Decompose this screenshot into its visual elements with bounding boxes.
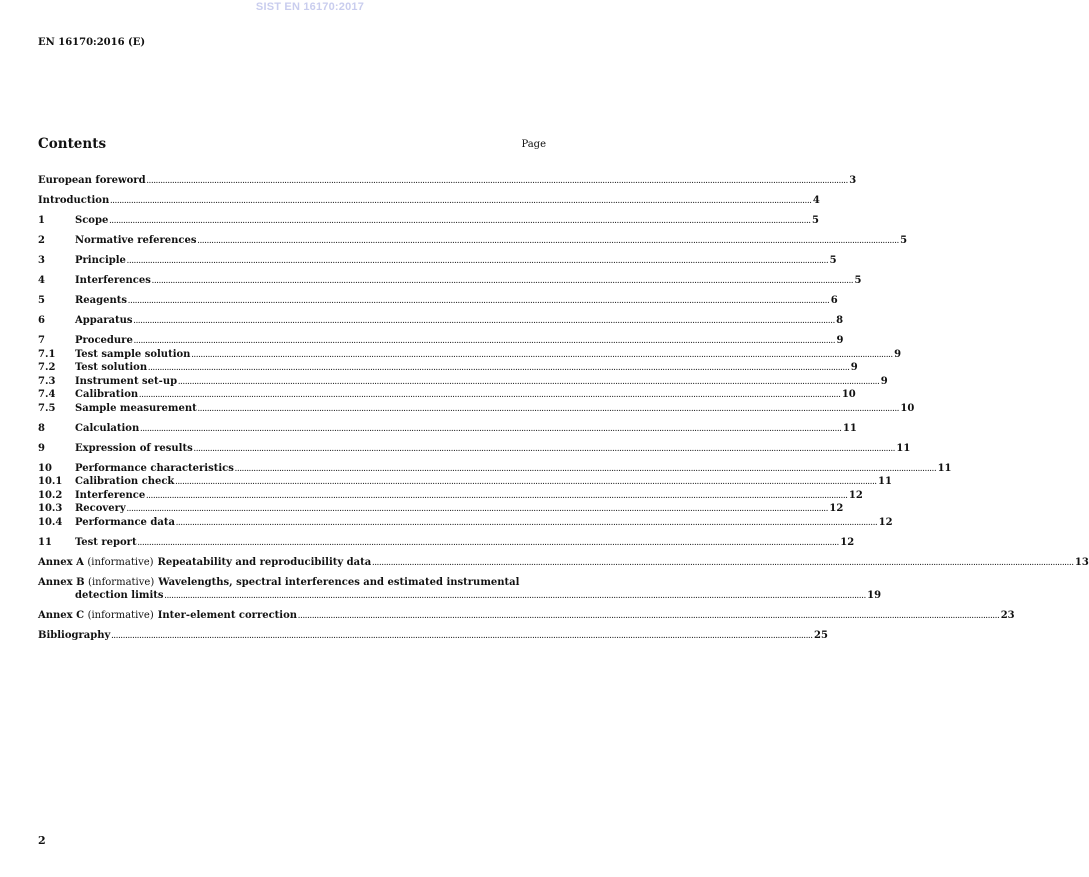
toc-page: 6 (830, 295, 838, 306)
toc-title: Instrument set-up (75, 375, 178, 387)
leader-dots: ............................................................................................................................................................................................................................................................................................................ (126, 258, 829, 265)
toc-entry-3[interactable] (38, 254, 837, 268)
leader-dots: ............................................................................................................................................................................................................................................................................................................ (146, 178, 849, 185)
toc-page: 11 (896, 442, 911, 454)
toc-title: Test sample solution (75, 348, 191, 360)
leader-dots: ............................................................................................................................................................................................................................................................................................................ (139, 392, 841, 399)
toc-page: 9 (880, 375, 888, 387)
leader-dots: ............................................................................................................................................................................................................................................................................................................ (197, 405, 900, 413)
toc-page: 5 (829, 255, 837, 266)
toc-title: Principle (75, 255, 126, 266)
leader-dots: ............................................................................................................................................................................................................................................................................................................ (193, 445, 896, 453)
annex-informative: (informative) (87, 556, 154, 568)
toc-number: 11 (38, 536, 52, 548)
toc-entry-annex-c[interactable] (38, 609, 1015, 623)
leader-dots: ............................................................................................................................................................................................................................................................................................................ (175, 479, 878, 486)
leader-dots: ............................................................................................................................................................................................................................................................................................................ (110, 198, 812, 205)
toc-number: 8 (38, 422, 45, 434)
leader-dots: ............................................................................................................................................................................................................................................................................................................ (298, 613, 1000, 620)
annex-label (38, 576, 154, 590)
toc-entry-10-4[interactable] (38, 516, 893, 530)
annex-informative: (informative) (87, 610, 154, 621)
leader-dots: ............................................................................................................................................................................................................................................................................................................ (164, 593, 867, 600)
toc-title: Performance characteristics (75, 462, 234, 474)
toc-title: Introduction (38, 195, 110, 206)
annex-informative: (informative) (88, 576, 155, 588)
toc-entry-7-2[interactable] (38, 361, 858, 375)
toc-page: 3 (849, 175, 857, 186)
toc-title: Sample measurement (75, 402, 197, 414)
toc-page: 11 (937, 462, 952, 474)
leader-dots: ............................................................................................................................................................................................................................................................................................................ (372, 559, 1074, 567)
leader-dots: ............................................................................................................................................................................................................................................................................................................ (137, 539, 840, 547)
toc-page: 13 (1074, 556, 1089, 568)
toc-title: Calculation (75, 422, 140, 434)
toc-entry-7-3[interactable] (38, 375, 888, 389)
toc-title: Recovery (75, 503, 126, 514)
contents-title: Contents (38, 136, 107, 152)
toc-page: 12 (840, 536, 855, 548)
annex-label (38, 609, 154, 623)
toc-title: Normative references (75, 235, 197, 246)
toc-entry-annex-b[interactable] (38, 576, 546, 590)
toc-entry-10-3[interactable] (38, 502, 844, 516)
toc-page: 12 (848, 489, 863, 501)
toc-title: Wavelengths, spectral interferences and estimated instrumental (158, 576, 520, 588)
watermark: SIST EN 16170:2017 (255, 1, 365, 13)
leader-dots: ............................................................................................................................................................................................................................................................................................................ (146, 492, 848, 500)
annex-letter: Annex B (38, 576, 85, 588)
toc-number: 7.4 (38, 389, 56, 400)
toc-page: 9 (850, 362, 858, 373)
leader-dots: ............................................................................................................................................................................................................................................................................................................ (126, 506, 829, 513)
toc-entry-annex-b-continued[interactable] (38, 589, 882, 603)
leader-dots: ............................................................................................................................................................................................................................................................................................................ (128, 298, 830, 305)
toc-number: 6 (38, 315, 45, 326)
leader-dots: ............................................................................................................................................................................................................................................................................................................ (197, 238, 900, 245)
toc-number: 4 (38, 275, 45, 286)
leader-dots: ............................................................................................................................................................................................................................................................................................................ (133, 338, 836, 345)
toc-title: Calibration (75, 389, 139, 400)
toc-entry-7-5[interactable] (38, 402, 915, 416)
toc-entry-annex-a[interactable] (38, 556, 1089, 570)
toc-number: 7 (38, 335, 45, 346)
leader-dots: ............................................................................................................................................................................................................................................................................................................ (175, 519, 878, 527)
toc-title: Inter-element correction (157, 610, 298, 621)
toc-entry-10-2[interactable] (38, 489, 863, 503)
annex-label (38, 556, 154, 570)
toc-title: Apparatus (75, 315, 133, 326)
toc-page: 10 (900, 402, 915, 414)
toc-title: Test solution (75, 362, 148, 373)
toc-entry-11[interactable] (38, 536, 855, 550)
toc-page: 25 (814, 630, 828, 641)
toc-entry-8[interactable] (38, 422, 857, 436)
toc-entry-6[interactable] (38, 314, 844, 328)
toc-page: 5 (900, 235, 908, 246)
toc-page: 12 (829, 503, 844, 514)
leader-dots: ............................................................................................................................................................................................................................................................................................................ (148, 365, 850, 372)
toc-page: 9 (836, 335, 844, 346)
page-column-label: Page (521, 139, 546, 150)
toc-number: 9 (38, 442, 45, 454)
toc-number: 10.4 (38, 516, 63, 528)
toc-title: Procedure (75, 335, 133, 346)
toc-page: 23 (1000, 610, 1015, 621)
toc-title: Expression of results (75, 442, 193, 454)
toc-title: Interference (75, 489, 146, 501)
toc-title: Repeatability and reproducibility data (157, 556, 372, 568)
toc-page: 11 (878, 476, 892, 487)
toc-title: Interferences (75, 275, 151, 286)
toc-title: Test report (75, 536, 137, 548)
toc-entry-7[interactable] (38, 334, 844, 348)
toc-entry-7-1[interactable] (38, 348, 902, 362)
toc-page: 8 (836, 315, 844, 326)
toc-page: 10 (841, 389, 856, 400)
document-id: EN 16170:2016 (E) (38, 37, 146, 48)
toc-number: 10.3 (38, 503, 63, 514)
toc-title: Calibration check (75, 476, 175, 487)
toc-page: 19 (867, 590, 882, 601)
toc-number: 7.2 (38, 362, 56, 373)
toc-entry-european-foreword[interactable] (38, 174, 857, 188)
page-number: 2 (38, 834, 46, 847)
toc-entry-5[interactable] (38, 294, 838, 308)
toc-page: 5 (854, 275, 862, 286)
toc-title: Scope (75, 215, 109, 226)
toc-number: 7.1 (38, 348, 56, 360)
toc-number: 2 (38, 235, 45, 246)
toc-entry-7-4[interactable] (38, 388, 856, 402)
toc-title: Performance data (75, 516, 175, 528)
toc-number: 10.2 (38, 489, 63, 501)
toc-number: 7.5 (38, 402, 56, 414)
toc-number: 1 (38, 215, 45, 226)
toc-entry-10[interactable] (38, 462, 952, 476)
toc-number: 3 (38, 255, 45, 266)
toc-number: 7.3 (38, 375, 56, 387)
leader-dots: ............................................................................................................................................................................................................................................................................................................ (191, 351, 894, 359)
toc-page: 9 (894, 348, 902, 360)
toc-title-continued: detection limits (75, 590, 164, 601)
toc-number: 10.1 (38, 476, 63, 487)
toc-entry-1[interactable] (38, 214, 819, 228)
table-of-contents (38, 174, 1089, 643)
toc-entry-9[interactable] (38, 442, 911, 456)
annex-letter: Annex A (38, 556, 84, 568)
leader-dots: ............................................................................................................................................................................................................................................................................................................ (109, 218, 812, 225)
toc-page: 12 (878, 516, 893, 528)
toc-number: 5 (38, 295, 45, 306)
toc-page: 11 (842, 422, 857, 434)
leader-dots: ............................................................................................................................................................................................................................................................................................................ (178, 378, 880, 386)
leader-dots: ............................................................................................................................................................................................................................................................................................................ (140, 425, 842, 433)
toc-page: 5 (812, 215, 819, 226)
leader-dots: ............................................................................................................................................................................................................................................................................................................ (111, 633, 813, 640)
annex-letter: Annex C (38, 610, 85, 621)
leader-dots: ............................................................................................................................................................................................................................................................................................................ (151, 278, 854, 285)
toc-number: 10 (38, 462, 52, 474)
toc-entry-introduction[interactable] (38, 194, 820, 208)
toc-entry-4[interactable] (38, 274, 862, 288)
toc-title: Reagents (75, 295, 128, 306)
leader-dots: ............................................................................................................................................................................................................................................................................................................ (133, 318, 836, 325)
toc-entry-2[interactable] (38, 234, 908, 248)
toc-page: 4 (812, 195, 820, 206)
leader-dots: ............................................................................................................................................................................................................................................................................................................ (234, 465, 937, 473)
toc-entry-10-1[interactable] (38, 475, 892, 489)
toc-title: Bibliography (38, 630, 111, 641)
toc-title: European foreword (38, 175, 146, 186)
toc-entry-bibliography[interactable] (38, 629, 828, 643)
